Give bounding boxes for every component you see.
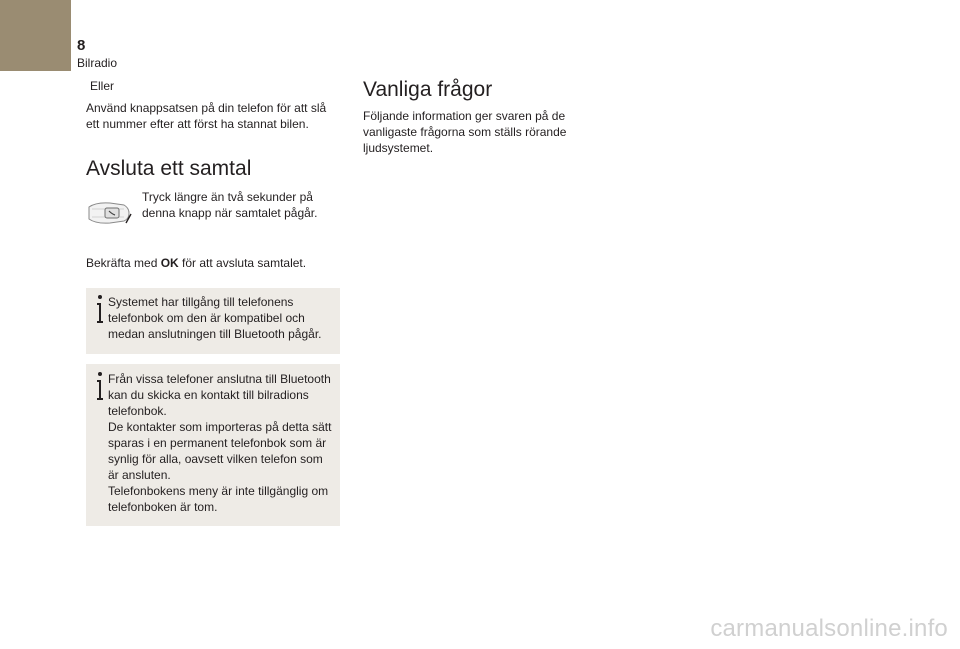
paragraph-eller: Eller <box>90 79 115 93</box>
info-text-2c: Telefonbokens meny är inte tillgänglig om telefonboken är tom. <box>108 484 329 514</box>
button-instruction: Tryck längre än två sekunder på denna knapp när samtalet pågår. <box>142 190 318 220</box>
heading-end-call: Avsluta ett samtal <box>86 157 252 180</box>
steering-wheel-phone-button-icon <box>86 199 132 227</box>
section-title: Bilradio <box>77 56 118 70</box>
info-box-phonebook <box>86 288 340 354</box>
chapter-tab <box>0 0 71 71</box>
paragraph-keypad: Använd knappsatsen på din telefon för att slå ett nummer efter att först ha stannat bilen. <box>86 101 327 131</box>
info-box-bluetooth-contacts <box>86 364 340 526</box>
page-number: 8 <box>77 37 86 54</box>
confirm-text: Bekräfta med OK för att avsluta samtalet. <box>86 256 307 270</box>
watermark: carmanualsonline.info <box>710 615 948 642</box>
faq-intro: Följande information ger svaren på de vanligaste frågorna som ställs rörande ljudsystemet. <box>363 109 567 155</box>
ok-label: OK <box>160 256 179 270</box>
info-text-2b: De kontakter som importeras på detta sätt sparas i en permanent telefonbok som är synlig för alla, oavsett vilken telefon som är ansluten. <box>108 420 332 482</box>
info-text-1: Systemet har tillgång till telefonens telefonbok om den är kompatibel och medan anslutningen till Bluetooth pågår. <box>108 295 322 341</box>
info-icon <box>95 371 105 401</box>
info-text-2a: Från vissa telefoner anslutna till Bluetooth kan du skicka en kontakt till bilradions telefonbok. <box>108 372 331 418</box>
info-icon <box>95 294 105 324</box>
heading-faq: Vanliga frågor <box>363 78 493 101</box>
